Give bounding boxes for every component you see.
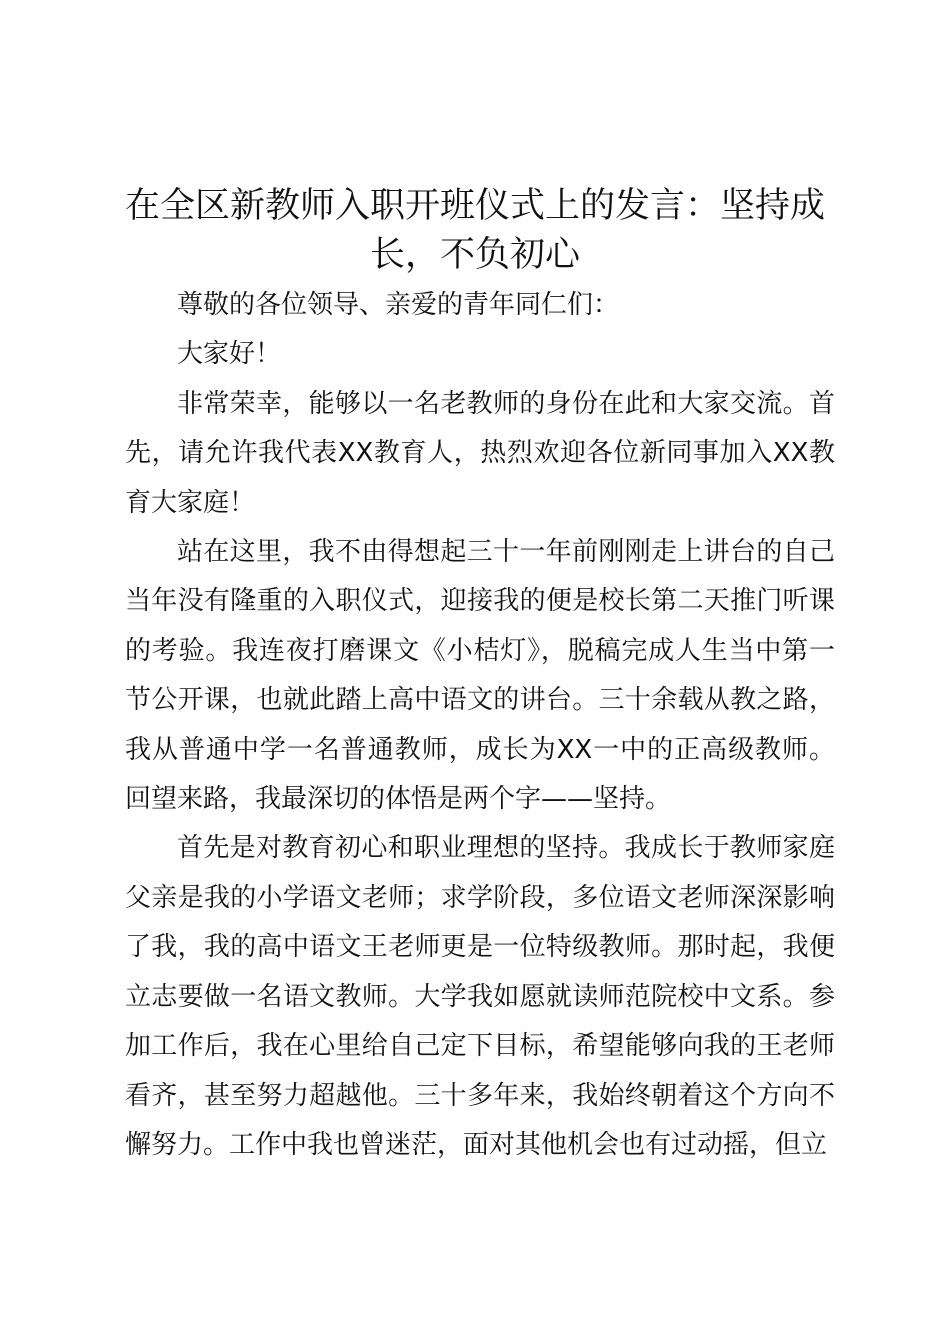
- document-body: [125, 281, 835, 1170]
- body-paragraph: 站在这里，我不由得想起三十一年前刚刚走上讲台的自己当年没有隆重的入职仪式，迎接我的便是校长第二天推门听课的考验。我连夜打磨课文《小桔灯》，脱稿完成人生当中第一节公开课，也就此踏上高中语文的讲台。三十余载从教之路，我从普通中学一名普通教师，成长为XX一中的正高级教师。回望来路，我最深切的体悟是两个字——坚持。: [125, 537, 835, 815]
- salutation-paragraph: 尊敬的各位领导、亲爱的青年同仁们：: [177, 290, 620, 320]
- body-paragraph: 首先是对教育初心和职业理想的坚持。我成长于教师家庭父亲是我的小学语文老师；求学阶段，多位语文老师深深影响了我，我的高中语文王老师更是一位特级教师。那时起，我便立志要做一名语文教师。大学我如愿就读师范院校中文系。参加工作后，我在心里给自己定下目标，希望能够向我的王老师看齐，甚至努力超越他。三十多年来，我始终朝着这个方向不懈努力。工作中我也曾迷茫，面对其他机会也有过动摇，但立: [125, 833, 835, 1160]
- document-title: 在全区新教师入职开班仪式上的发言：坚持成长，不负初心: [124, 186, 825, 275]
- body-paragraph: 非常荣幸，能够以一名老教师的身份在此和大家交流。首先，请允许我代表XX教育人，热烈欢迎各位新同事加入XX教育大家庭！: [125, 388, 835, 518]
- greeting-paragraph: 大家好！: [177, 339, 282, 370]
